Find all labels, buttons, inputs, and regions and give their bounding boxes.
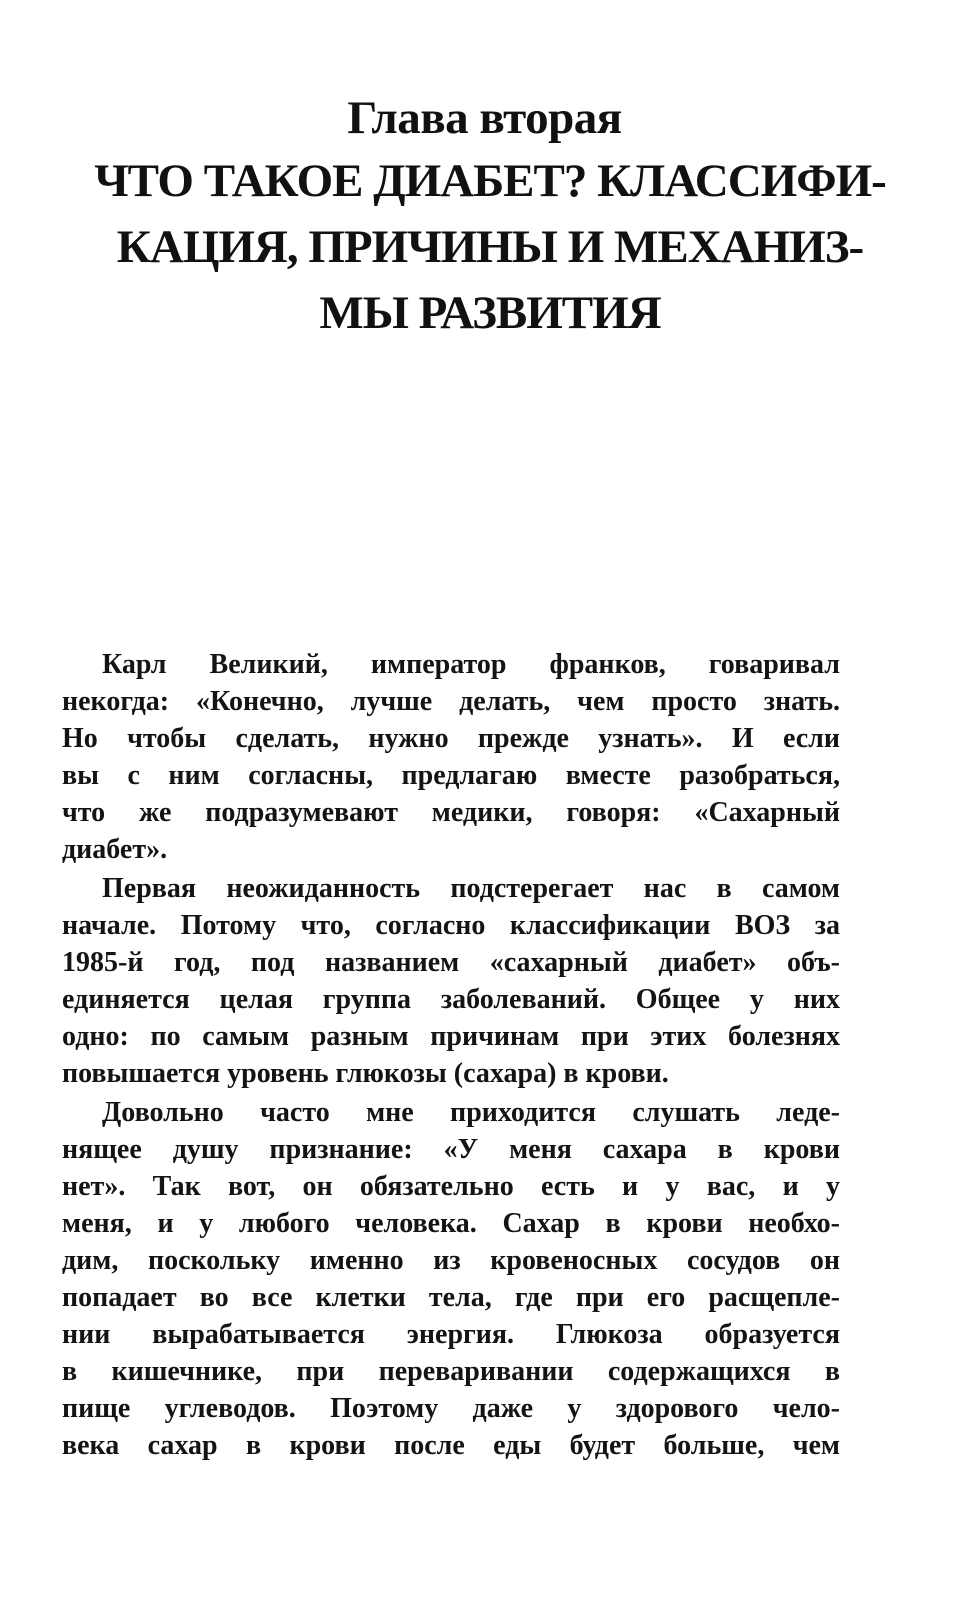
- text-line: нящее душу признание: «У меня сахара в крови: [62, 1134, 840, 1165]
- text-line: в кишечнике, при переваривании содержащихся в: [62, 1356, 840, 1387]
- text-line: 1985-й год, под названием «сахарный диабет» объ-: [62, 947, 840, 978]
- text-line: века сахар в крови после еды будет больше, чем: [62, 1430, 840, 1461]
- paragraph: [62, 646, 840, 868]
- text-line: Карл Великий, император франков, говаривал: [102, 649, 840, 680]
- text-line: пище углеводов. Поэтому даже у здорового чело-: [62, 1393, 840, 1424]
- text-line: нет». Так вот, он обязательно есть и у вас, и у: [62, 1171, 840, 1202]
- text-line: дим, поскольку именно из кровеносных сосудов он: [62, 1245, 840, 1276]
- chapter-label: Глава вторая: [347, 92, 622, 144]
- text-line: диабет».: [62, 834, 168, 865]
- text-line: одно: по самым разным причинам при этих болезнях: [62, 1021, 840, 1052]
- text-line: повышается уровень глюкозы (сахара) в крови.: [62, 1058, 669, 1089]
- text-line: некогда: «Конечно, лучше делать, чем просто знать.: [62, 686, 840, 717]
- text-line: нии вырабатывается энергия. Глюкоза образуется: [62, 1319, 840, 1350]
- text-line: начале. Потому что, согласно классификации ВОЗ за: [62, 910, 840, 941]
- text-line: единяется целая группа заболеваний. Общее у них: [62, 984, 840, 1015]
- text-line: меня, и у любого человека. Сахар в крови необхо-: [62, 1208, 840, 1239]
- paragraph: [62, 870, 840, 1092]
- paragraph: [62, 1094, 840, 1464]
- chapter-title-line: МЫ РАЗВИТИЯ: [319, 287, 661, 339]
- text-line: Первая неожиданность подстерегает нас в самом: [102, 873, 840, 904]
- body-text: [62, 646, 840, 1466]
- text-line: что же подразумевают медики, говоря: «Сахарный: [62, 797, 840, 828]
- text-line: попадает во все клетки тела, где при его расщепле-: [62, 1282, 840, 1313]
- chapter-title-line: ЧТО ТАКОЕ ДИАБЕТ? КЛАССИФИ-: [94, 155, 886, 207]
- text-line: Довольно часто мне приходится слушать леде-: [102, 1097, 840, 1128]
- chapter-title: [60, 148, 920, 346]
- text-line: Но чтобы сделать, нужно прежде узнать». И если: [62, 723, 840, 754]
- text-line: вы с ним согласны, предлагаю вместе разобраться,: [62, 760, 840, 791]
- chapter-title-line: КАЦИЯ, ПРИЧИНЫ И МЕХАНИЗ-: [116, 221, 864, 273]
